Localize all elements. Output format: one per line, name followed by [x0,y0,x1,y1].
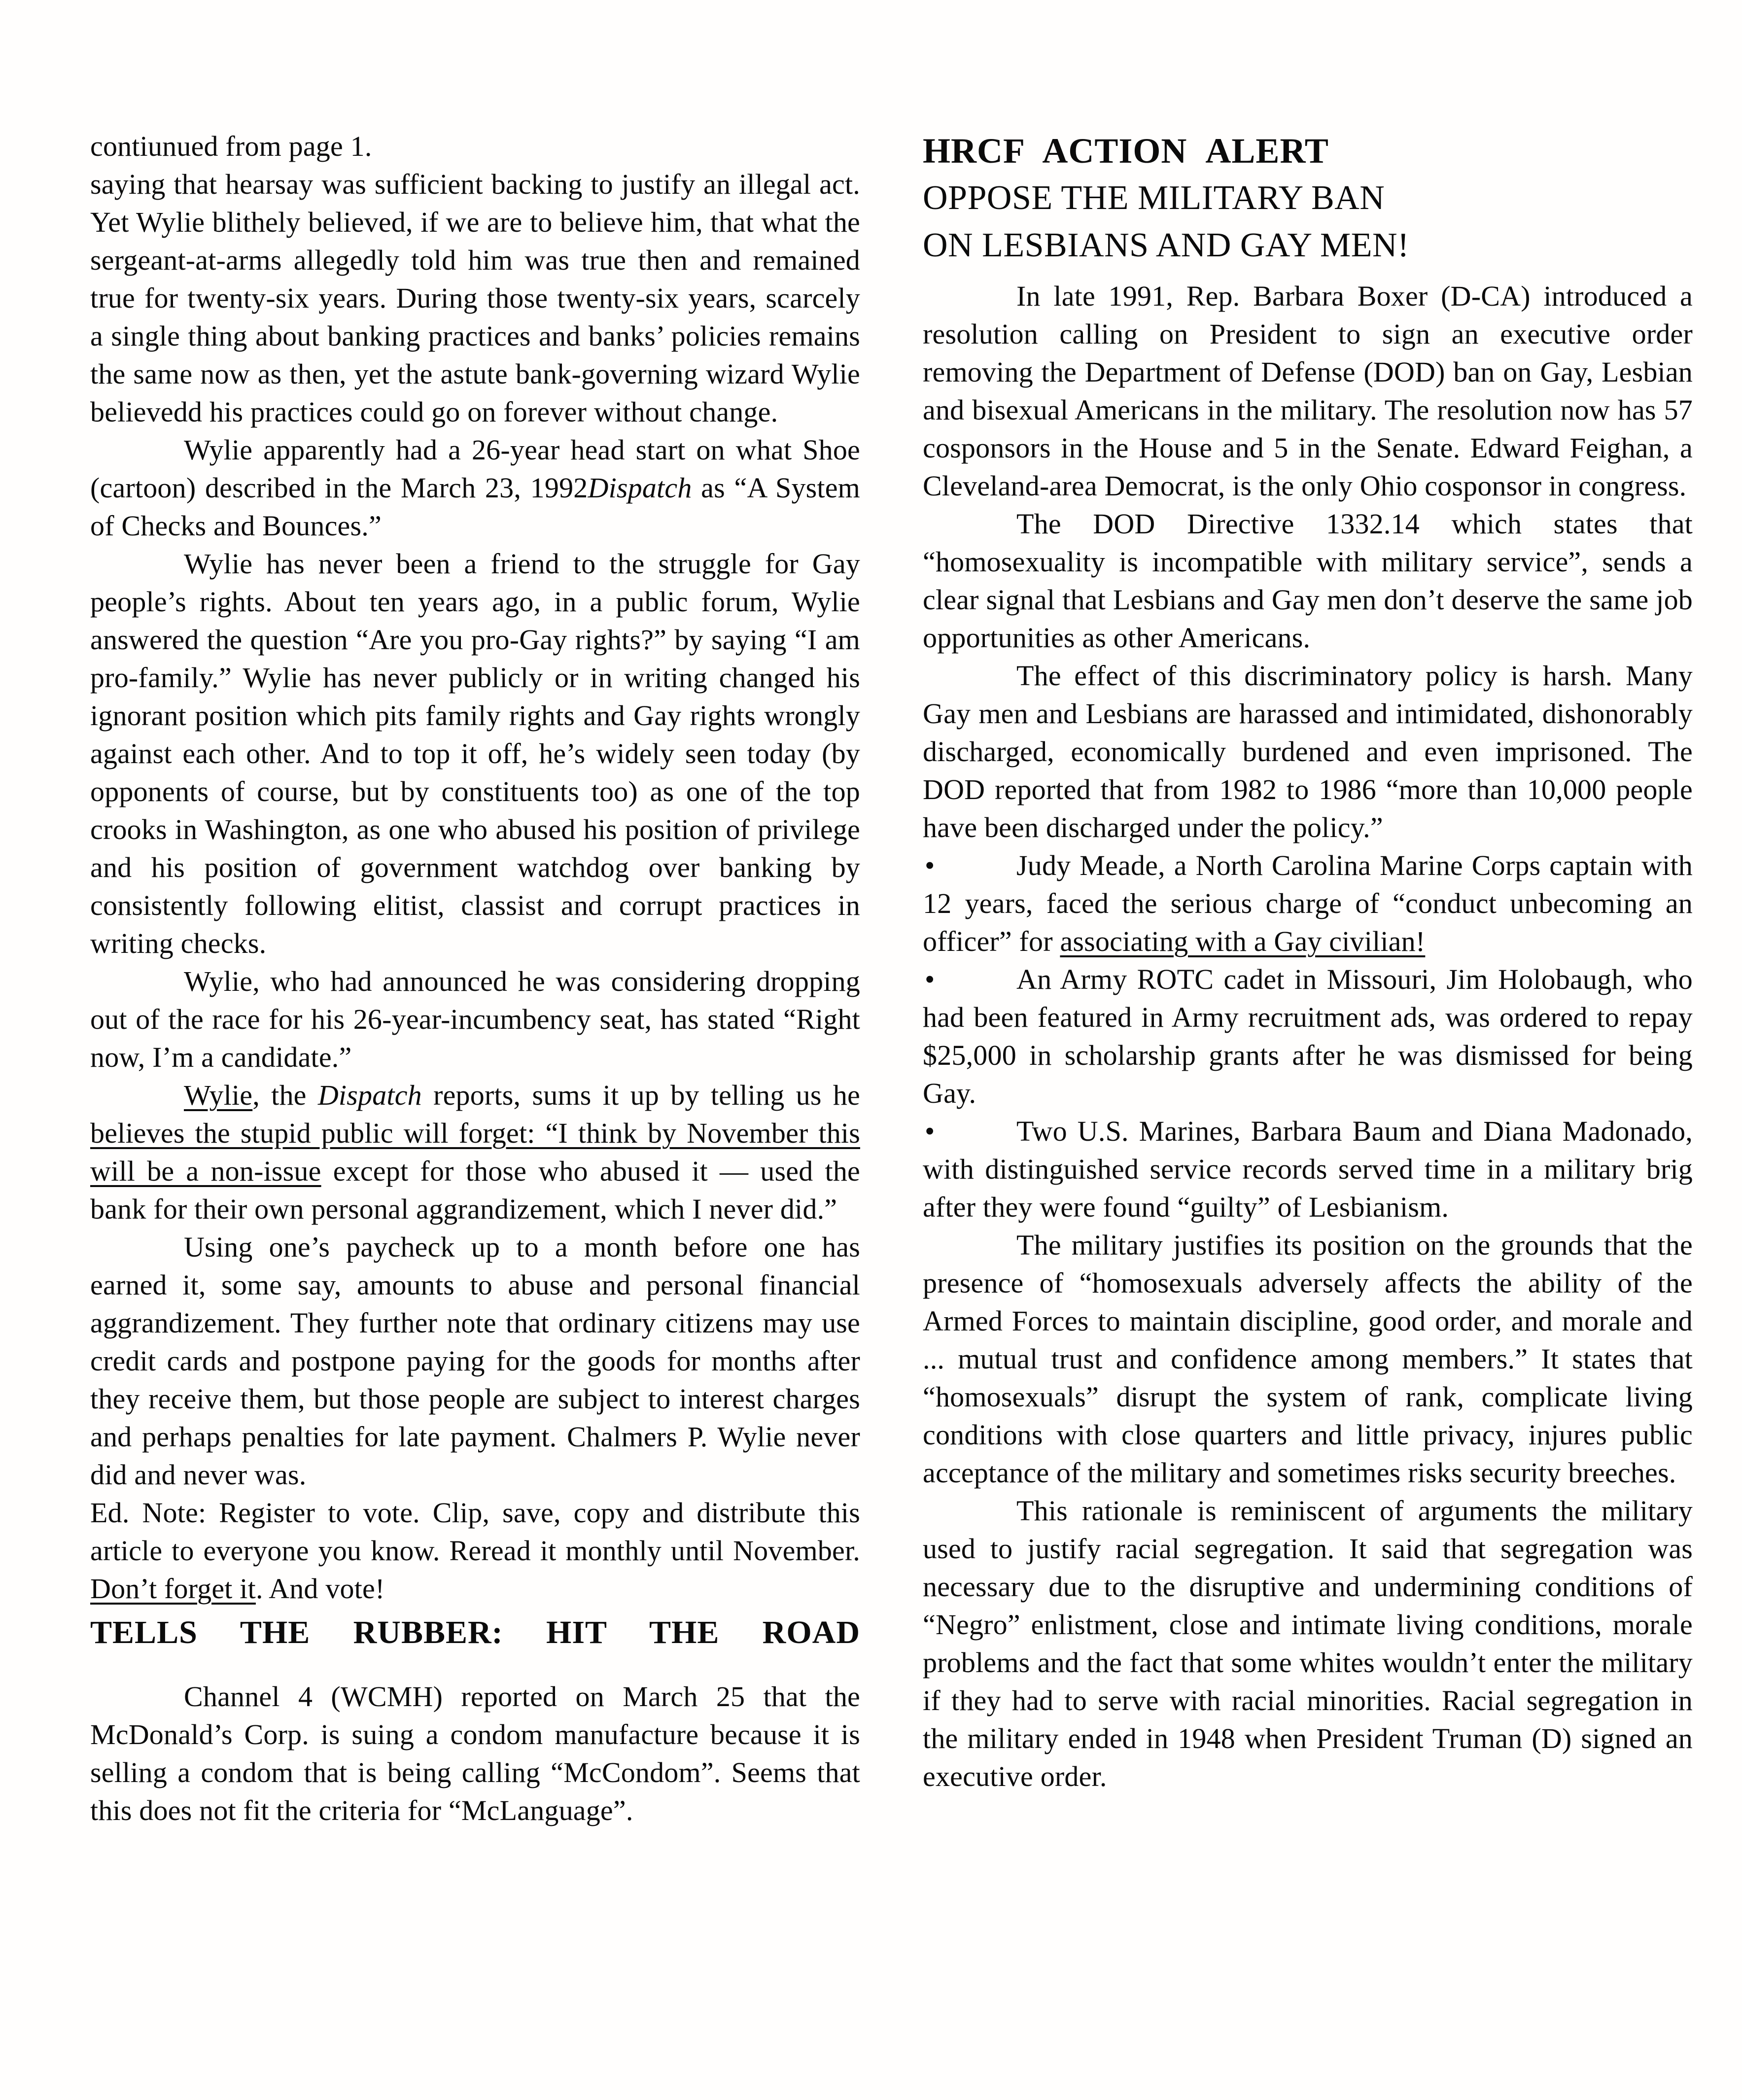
underlined-associating: associating with a Gay civilian! [1060,925,1426,957]
continued-from-note [90,127,860,165]
paragraph-sums-it-up [90,1076,860,1228]
section-headline-tells-the-rubber [90,1611,860,1654]
right-column [923,127,1693,1795]
text-run: reports, sums it up by telling us he [421,1079,860,1111]
text-run: Using one’s paycheck up to a month before one has earned it, some say, amounts to abuse and personal financial aggrandizement. They further note that ordinary citizens may use credit cards and postpone paying for the goods for months after they receive them, but those people are subject to interest charges and perhaps penalties for late payment. Chalmers P. Wylie never did and never was. [90,1231,860,1491]
underlined-wylie: Wylie [184,1079,253,1111]
headline-oppose-military-ban [923,175,1693,222]
text-run: An Army ROTC cadet in Missouri, Jim Holobaugh, who had been featured in Army recruitment ads, was ordered to repay $25,000 in scholarship grants after he was dismissed for being Gay. [923,963,1693,1109]
paragraph-policy-effect [923,657,1693,846]
left-column [90,127,860,1829]
bullet-glyph: • [925,1115,935,1147]
text-run: Wylie apparently had a 26-year head start on what Shoe (cartoon) described in the March 23, 1992 [90,434,860,504]
paragraph-head-start [90,431,860,545]
underlined-quote: believes the stupid public will forget: “I think by November this will be a non-issue [90,1117,860,1187]
bullet-glyph: • [925,963,935,995]
headline-text: ON LESBIANS AND GAY MEN! [923,226,1409,264]
text-run: The effect of this discriminatory policy is harsh. Many Gay men and Lesbians are harassed and intimidated, dishonorably discharged, economically burdened and even imprisoned. The DOD reported that from 1982 to 1986 “more than 10,000 people have been discharged under the policy.” [923,660,1693,843]
text-run: Two U.S. Marines, Barbara Baum and Diana Madonado, with distinguished service records served time in a military brig after they were found “guilty” of Lesbianism. [923,1115,1693,1223]
text-run: . And vote! [255,1573,385,1605]
text-run: Judy Meade, a North Carolina Marine Corps captain with 12 years, faced the serious charge of “conduct unbecoming an officer” for [923,849,1693,957]
text-run: contiunued from page 1. [90,130,372,162]
text-run: , the [252,1079,318,1111]
headline-text: HRCF ACTION ALERT [923,131,1329,171]
headline-text: TELLS THE RUBBER: HIT THE ROAD [90,1614,860,1650]
paragraph-never-a-friend [90,545,860,962]
paragraph-military-justification [923,1226,1693,1492]
headline-hrcf-action-alert [923,127,1693,175]
text-run: except for those who abused it — used the bank for their own personal aggrandizement, which I never did.” [90,1155,860,1225]
bullet-item-baum-madonado [923,1112,1693,1226]
bullet-text [923,1112,1693,1226]
text-run: This rationale is reminiscent of arguments the military used to justify racial segregation. It said that segregation was necessary due to the disruptive and undermining conditions of “Negro” enlistment, close and intimate living conditions, morale problems and the fact that some whites wouldn’t enter the military if they had to serve with racial minorities. Racial segregation in the military ended in 1948 when President Truman (D) signed an executive order. [923,1495,1693,1792]
paragraph-dod-directive [923,505,1693,657]
bullet-text [923,960,1693,1112]
paragraph-boxer-resolution [923,277,1693,505]
headline-text: OPPOSE THE MILITARY BAN [923,179,1385,217]
dispatch-italic: Dispatch [317,1079,422,1111]
text-run: Wylie, who had announced he was considering dropping out of the race for his 26-year-incumbency seat, has stated “Right now, I’m a candidate.” [90,965,860,1073]
bullet-glyph: • [925,849,935,881]
editors-note [90,1494,860,1608]
article-headline-block [923,127,1693,269]
bullet-text [923,846,1693,960]
text-run: In late 1991, Rep. Barbara Boxer (D-CA) introduced a resolution calling on President to sign an executive order removing the Department of Defense (DOD) ban on Gay, Lesbian and bisexual Americans in the military. The resolution now has 57 cosponsors in the House and 5 in the Senate. Edward Feighan, a Cleveland-area Democrat, is the only Ohio cosponsor in congress. [923,280,1693,502]
text-run: The military justifies its position on the grounds that the presence of “homosexuals adversely affects the ability of the Armed Forces to maintain discipline, good order, and morale and ... mutual trust and confidence among members.” It states that “homosexuals” disrupt the system of rank, complicate living conditions with close quarters and little privacy, injures public acceptance of the military and sometimes risks security breeches. [923,1229,1693,1489]
text-run: saying that hearsay was sufficient backing to justify an illegal act. Yet Wylie blithely believed, if we are to believe him, that what the sergeant-at-arms allegedly told him was true then and remained true for twenty-six years. During those twenty-six years, scarcely a single thing about banking practices and banks’ policies remains the same now as then, yet the astute bank-governing wizard Wylie believedd his practices could go on forever without change. [90,168,860,428]
paragraph-racial-segregation [923,1492,1693,1795]
paragraph-paycheck [90,1228,860,1494]
text-run: as “A System of Checks and Bounces.” [90,472,860,542]
text-run: The DOD Directive 1332.14 which states that “homosexuality is incompatible with military service”, sends a clear signal that Lesbians and Gay men don’t deserve the same job opportunities as other Americans. [923,508,1693,654]
underlined-dont-forget: Don’t forget it [90,1573,256,1605]
bullet-item-holobaugh [923,960,1693,1112]
paragraph-candidate [90,962,860,1076]
text-run: Channel 4 (WCMH) reported on March 25 that the McDonald’s Corp. is suing a condom manufacture because it is selling a condom that is being calling “McCondom”. Seems that this does not fit the criteria for “McLanguage”. [90,1680,860,1826]
paragraph-hearsay [90,165,860,431]
text-run: Wylie has never been a friend to the struggle for Gay people’s rights. About ten years ago, in a public forum, Wylie answered the question “Are you pro-Gay rights?” by saying “I am pro-family.” Wylie has never publicly or in writing changed his ignorant position which pits family rights and Gay rights wrongly against each other. And to top it off, he’s widely seen today (by opponents of course, but by constituents too) as one of the top crooks in Washington, as one who abused his position of privilege and his position of government watchdog over banking by consistently following elitist, classist and corrupt practices in writing checks. [90,548,860,959]
bullet-item-judy-meade [923,846,1693,960]
headline-lesbians-gay-men [923,222,1693,269]
dispatch-italic: Dispatch [588,472,692,504]
text-run: Ed. Note: Register to vote. Clip, save, copy and distribute this article to everyone you know. Reread it monthly until November. [90,1497,860,1567]
paragraph-mccondom [90,1678,860,1829]
